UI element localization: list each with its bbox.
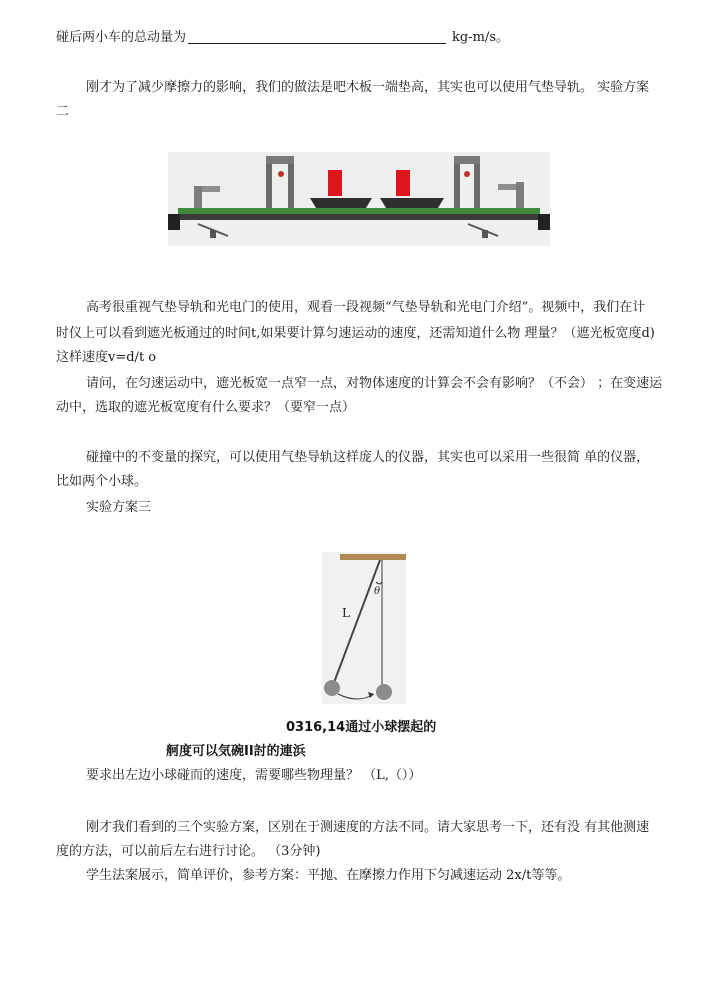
- momentum-unit: kg-m/s。: [452, 30, 509, 45]
- momentum-text: 碰后两小车的总动量为: [56, 30, 187, 45]
- figure-caption-line2: 舸度可以気碗II討的連浜: [166, 744, 306, 759]
- paragraph-photogate-cont1: 时仪上可以看到遮光板通过的时间t,如果要计算匀速运动的速度，还需知道什么物 理量？（遮光板宽度d): [56, 326, 655, 341]
- figure-caption-line1: 0316,14通过小球摆起的: [286, 720, 437, 735]
- paragraph-discussion: 刚才我们看到的三个实验方案，区别在于测速度的方法不同。请大家思考一下，还有没 有其他测速: [86, 820, 650, 835]
- pendulum-length-label: L: [342, 606, 350, 620]
- paragraph-simple-apparatus: 碰撞中的不变量的探究，可以使用气垫导轨这样庞人的仪器，其实也可以采用一些很简 单的仪器，: [86, 450, 650, 465]
- paragraph-question-cont: 动中，选取的遮光板宽度有什么要求？（要窄一点）: [56, 400, 356, 415]
- air-track-illustration: [168, 152, 550, 246]
- paragraph-air-track-cont: 二: [56, 104, 70, 119]
- pendulum-angle-label: θ: [374, 586, 381, 597]
- paragraph-student-plans: 学生法案展示，简单评价，参考方案：平抛、在摩擦力作用下匀减速运动 2x/t等等。: [86, 868, 571, 883]
- pendulum-figure: [322, 552, 406, 708]
- paragraph-photogate: 高考很重视气垫导轨和光电门的使用，观看一段视频“气垫导轨和光电门介绍”。视频中，我们在计: [86, 300, 646, 315]
- answer-blank[interactable]: [188, 31, 446, 44]
- paragraph-quantities: 要求出左边小球碰而的速度，需要哪些物理量？ （L,（））: [86, 768, 422, 783]
- momentum-sentence: [56, 26, 666, 50]
- air-track-figure: [168, 152, 550, 250]
- pendulum-illustration: [322, 552, 406, 704]
- paragraph-simple-apparatus-cont: 比如两个小球。: [56, 474, 148, 489]
- section-heading-scheme-three: 实验方案三: [86, 500, 152, 515]
- paragraph-photogate-cont2: 这样速度v=d/t o: [56, 350, 157, 365]
- paragraph-air-track: 刚才为了减少摩擦力的影响，我们的做法是吧木板一端垫高，其实也可以使用气垫导轨。 实验方案: [86, 80, 650, 95]
- paragraph-discussion-cont: 度的方法，可以前后左右进行讨论。 （3分钟): [56, 844, 321, 859]
- paragraph-question: 请问，在匀速运动中，遮光板宽一点窄一点，对物体速度的计算会不会有影响？（不会） ；在变速运: [86, 376, 663, 391]
